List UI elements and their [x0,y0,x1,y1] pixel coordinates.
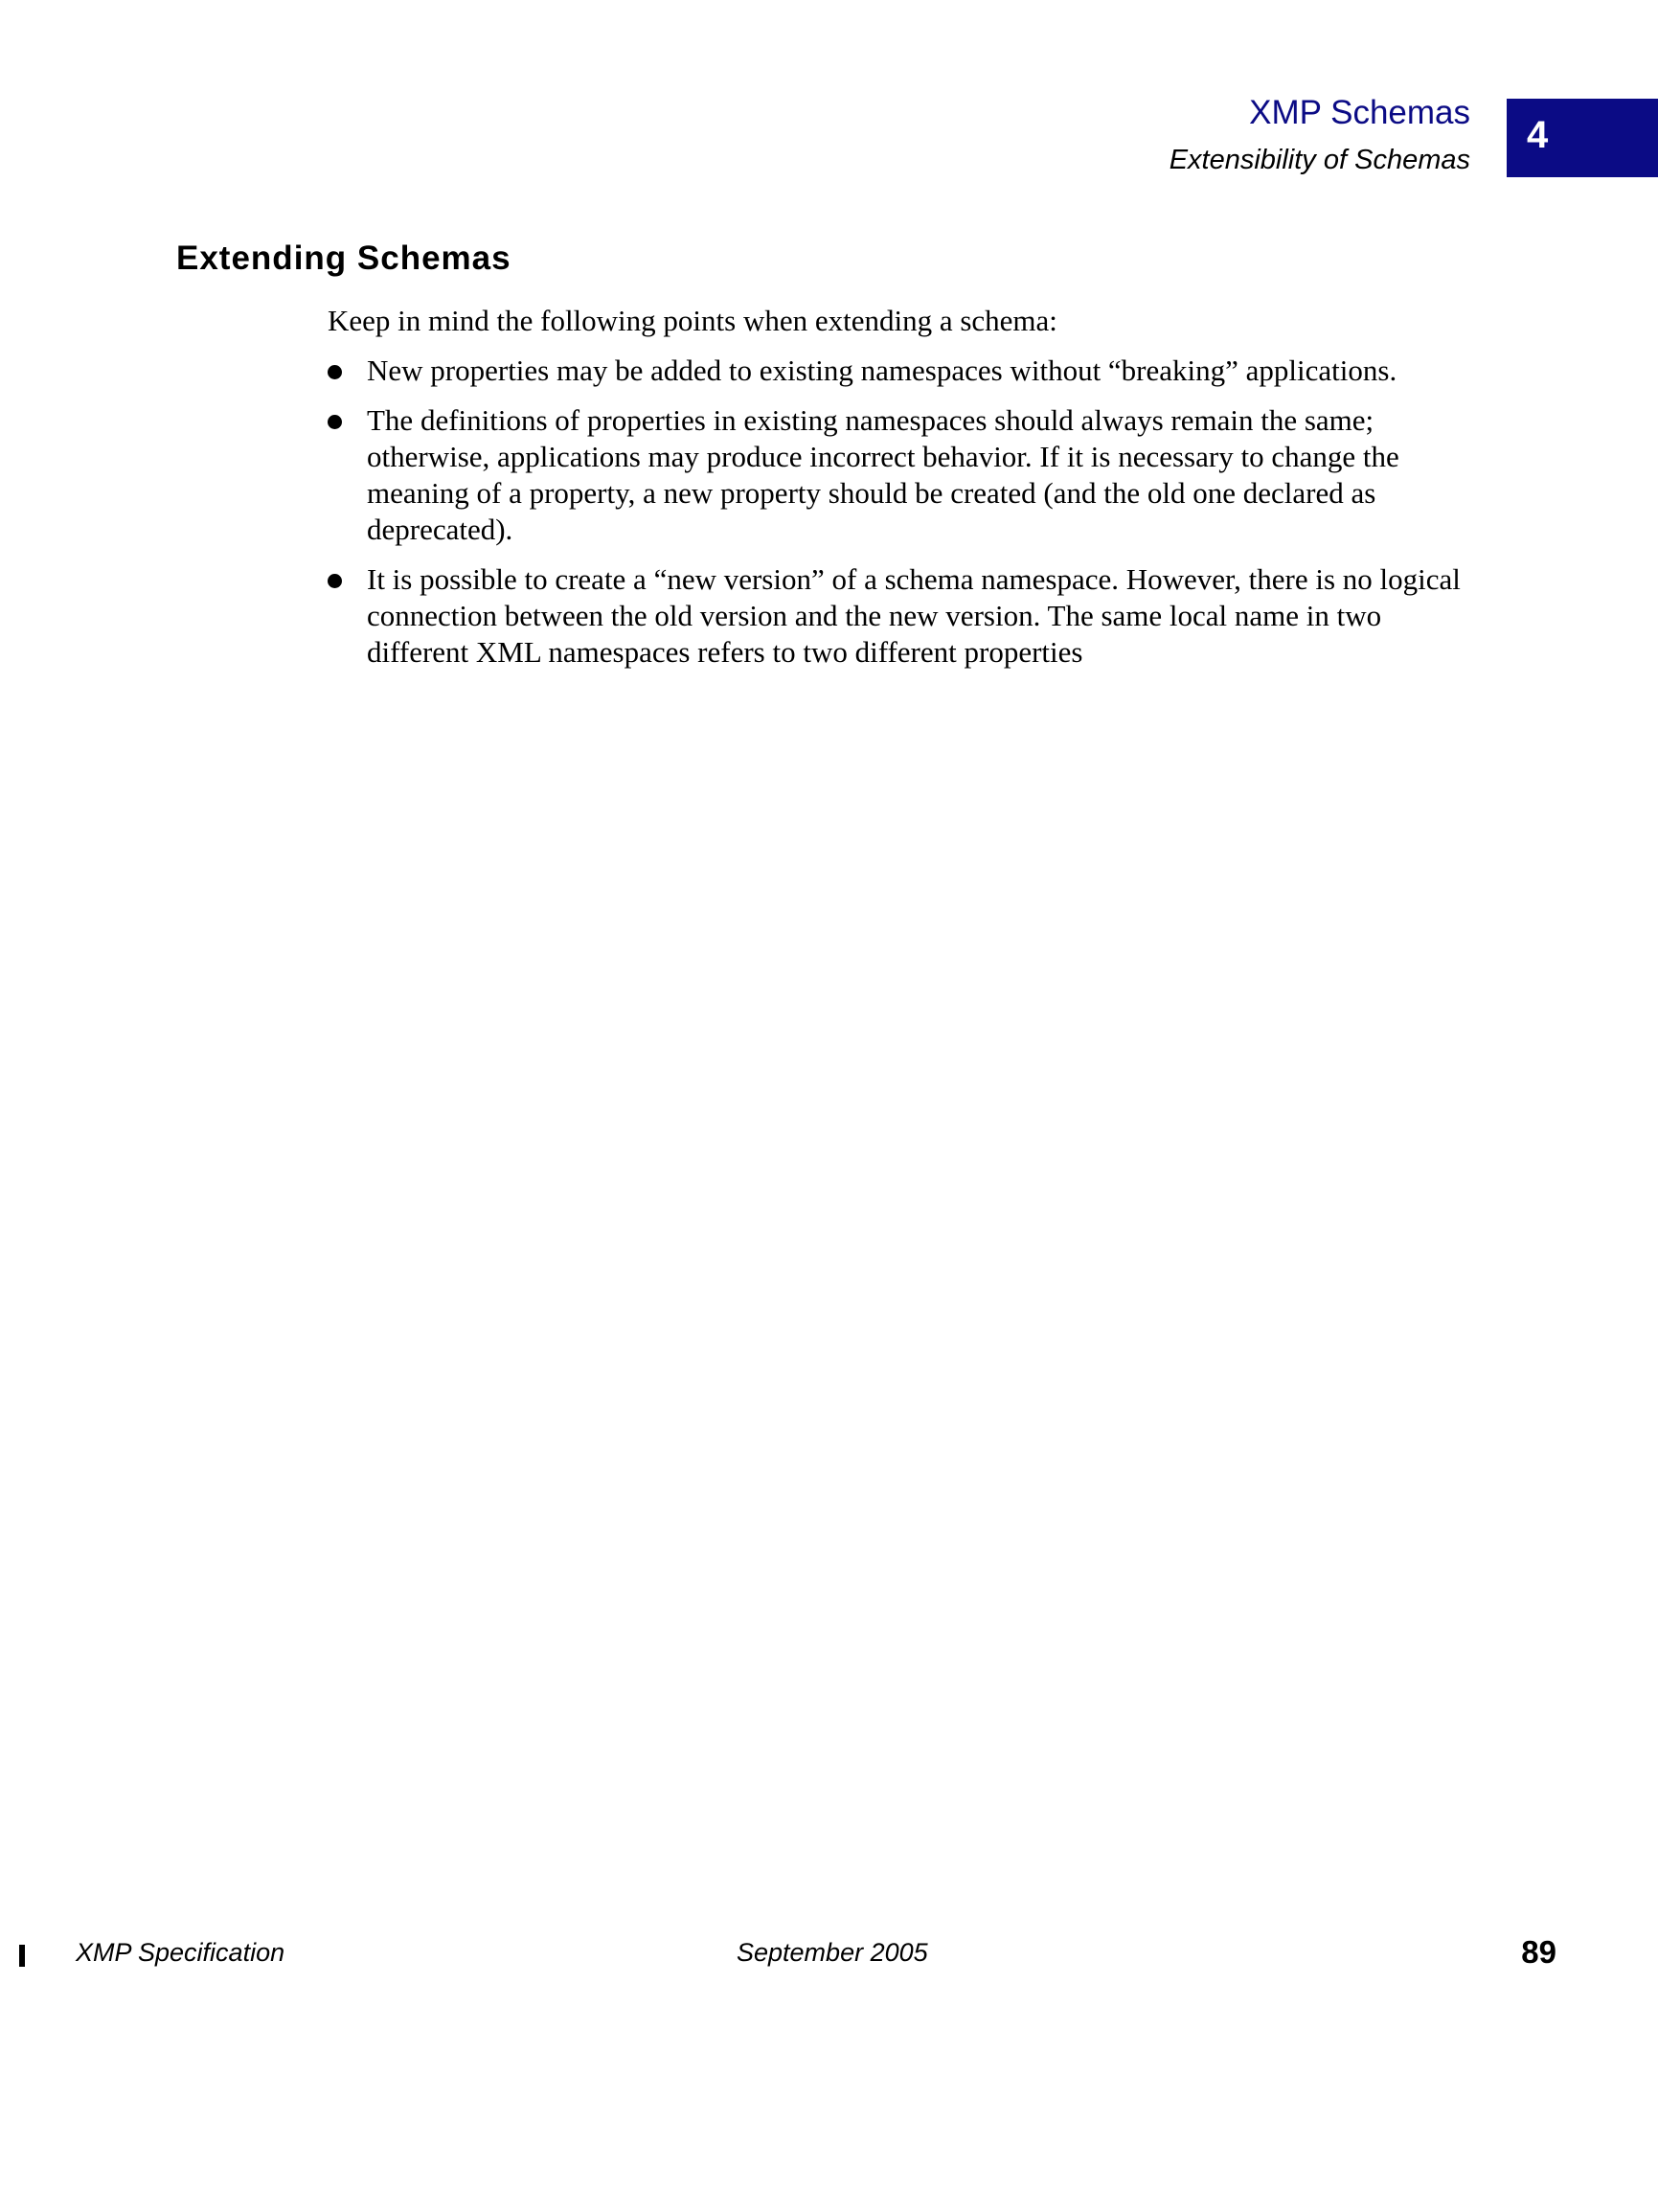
footer-date: September 2005 [737,1938,928,1967]
section-heading: Extending Schemas [176,239,511,277]
chapter-number: 4 [1527,114,1549,156]
list-item [328,561,1477,671]
change-bar [19,1945,25,1967]
intro-paragraph: Keep in mind the following points when extending a schema: [328,304,1057,337]
chapter-tab [1507,99,1658,177]
section-body [328,303,1477,684]
bullet-icon [328,415,342,429]
bullet-icon [328,574,342,588]
list-item [328,353,1477,389]
list-item-text: It is possible to create a “new version” of a schema namespace. However, there is no logical connection between the old version and the new version. The same local name in two different XML namespaces refers to two different properties [367,562,1461,669]
running-header-subtitle: Extensibility of Schemas [1169,145,1470,175]
list-item-text: New properties may be added to existing namespaces without “breaking” applications. [367,353,1397,387]
bullet-list [328,353,1477,671]
bullet-icon [328,365,342,379]
list-item-text: The definitions of properties in existing namespaces should always remain the same; otherwise, applications may produce incorrect behavior. If it is necessary to change the meaning of a property, a new property should be created (and the old one declared as deprecated). [367,403,1399,546]
running-header-title: XMP Schemas [1249,94,1470,131]
list-item [328,402,1477,548]
page-number: 89 [1521,1934,1556,1970]
footer-document-title: XMP Specification [76,1938,285,1967]
